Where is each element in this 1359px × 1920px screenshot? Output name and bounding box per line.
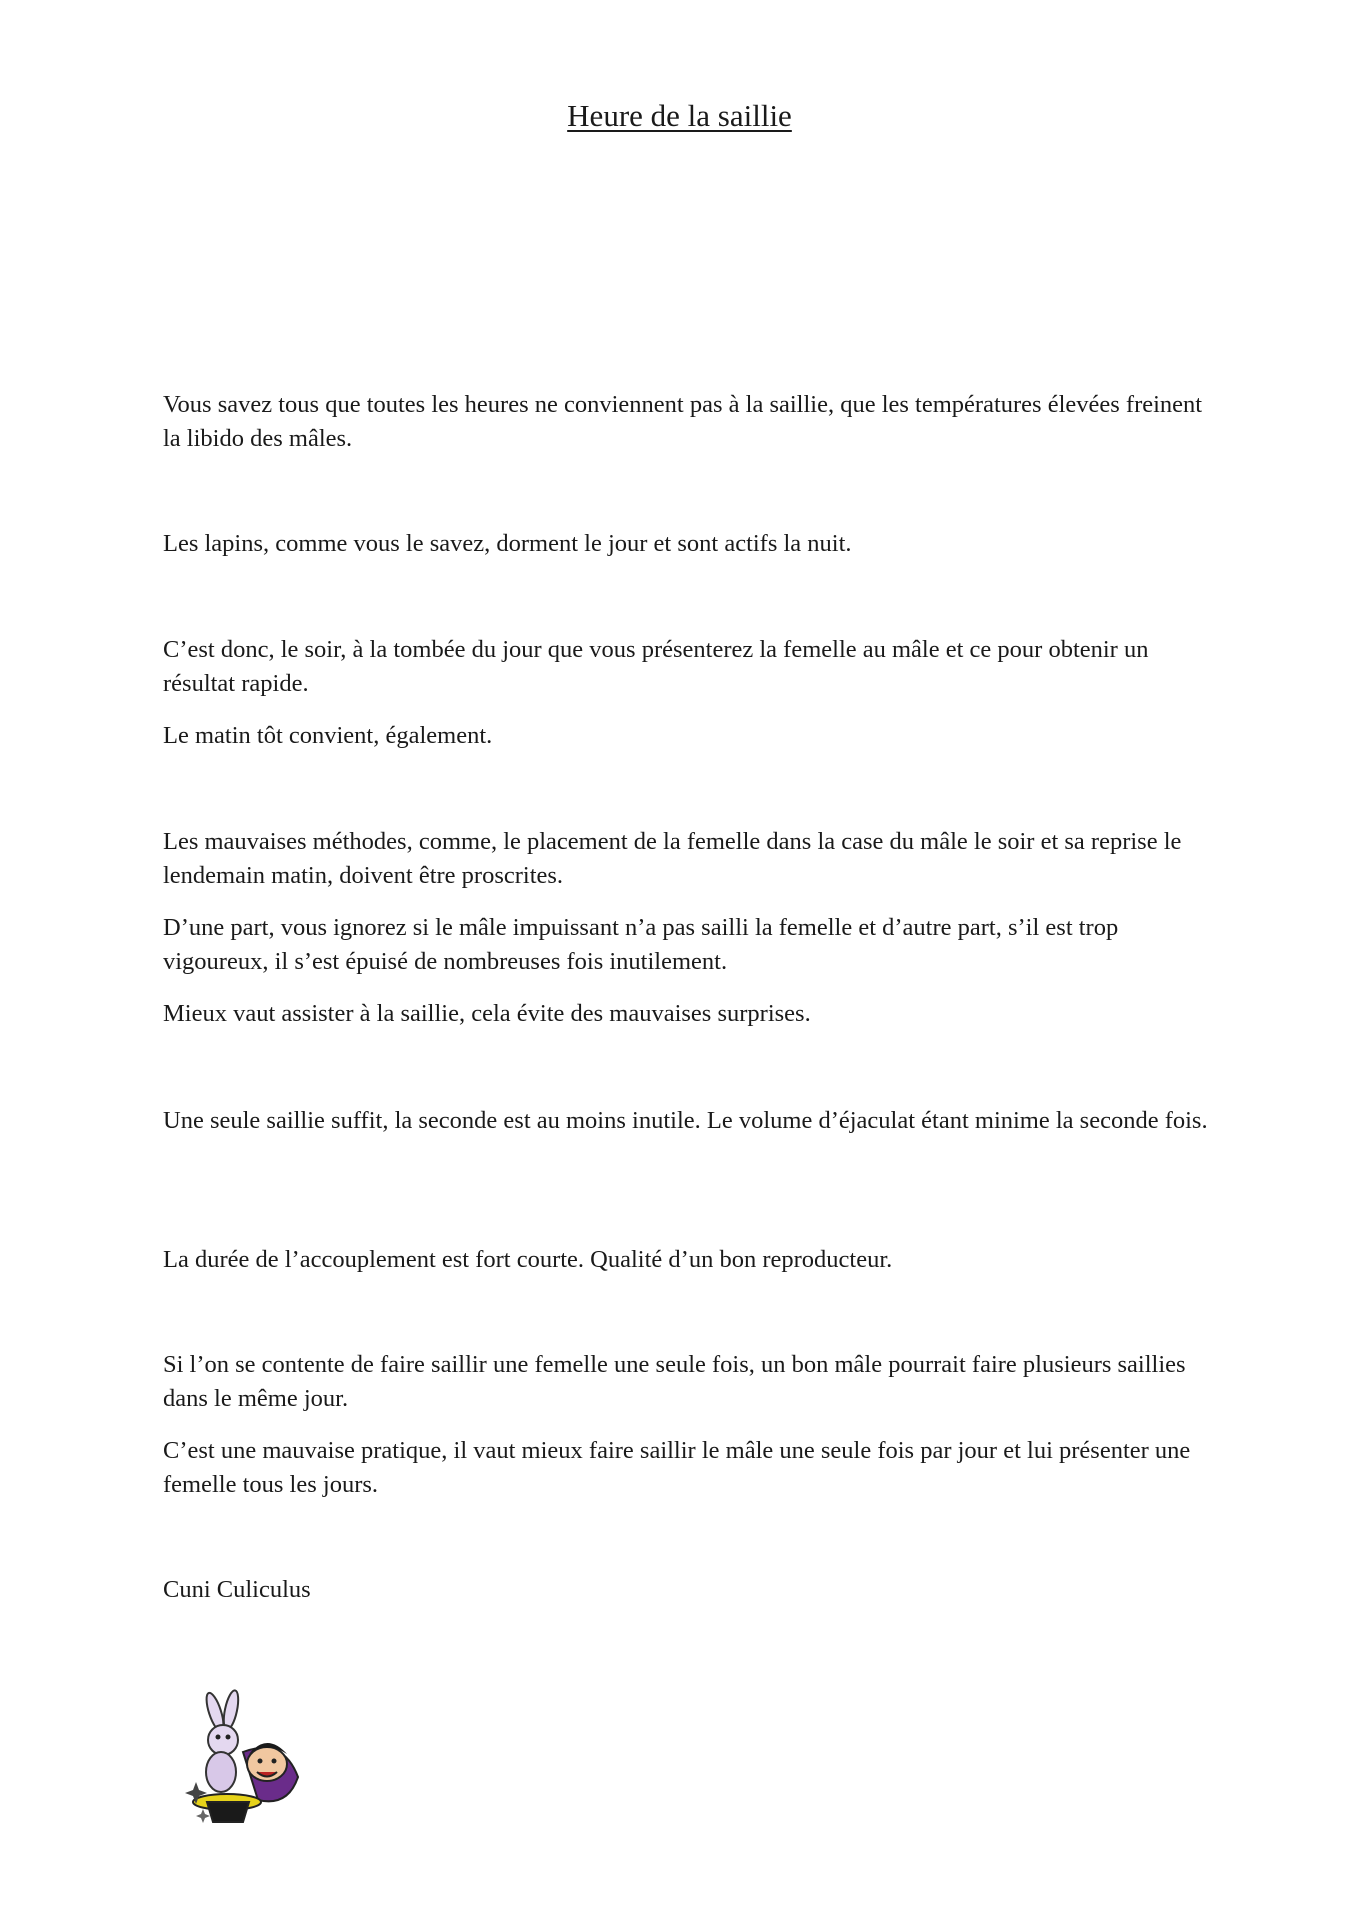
paragraph-11: C’est une mauvaise pratique, il vaut mieux faire saillir le mâle une seule fois par jour et lui présenter une femelle tous les jours. — [163, 1437, 1191, 1498]
paragraph-4: Le matin tôt convient, également. — [163, 722, 493, 749]
paragraph-6: D’une part, vous ignorez si le mâle impuissant n’a pas sailli la femelle et d’autre part, s’il est trop vigoureux, il s’est épuisé de nombreuses fois inutilement. — [163, 914, 1119, 975]
paragraph-9: La durée de l’accouplement est fort courte. Qualité d’un bon reproducteur. — [163, 1246, 893, 1273]
paragraph-3: C’est donc, le soir, à la tombée du jour que vous présenterez la femelle au mâle et ce pour obtenir un résultat rapide. — [163, 636, 1149, 697]
paragraph-8: Une seule saillie suffit, la seconde est au moins inutile. Le volume d’éjaculat étant minime la seconde fois. — [163, 1107, 1208, 1134]
paragraph-7: Mieux vaut assister à la saillie, cela évite des mauvaises surprises. — [163, 1000, 811, 1027]
paragraph-2: Les lapins, comme vous le savez, dorment le jour et sont actifs la nuit. — [163, 530, 852, 557]
paragraph-10: Si l’on se contente de faire saillir une femelle une seule fois, un bon mâle pourrait faire plusieurs saillies dans le même jour. — [163, 1351, 1186, 1412]
paragraph-1: Vous savez tous que toutes les heures ne conviennent pas à la saillie, que les températures élevées freinent la libido des mâles. — [163, 391, 1203, 452]
magician-rabbit-hat-illustration — [163, 1682, 313, 1832]
magician-rabbit-hat-svg — [163, 1682, 313, 1832]
signature: Cuni Culiculus — [163, 1576, 311, 1603]
page-title: Heure de la saillie — [567, 98, 792, 133]
paragraph-5: Les mauvaises méthodes, comme, le placement de la femelle dans la case du mâle le soir et sa reprise le lendemain matin, doivent être proscrites. — [163, 828, 1182, 889]
